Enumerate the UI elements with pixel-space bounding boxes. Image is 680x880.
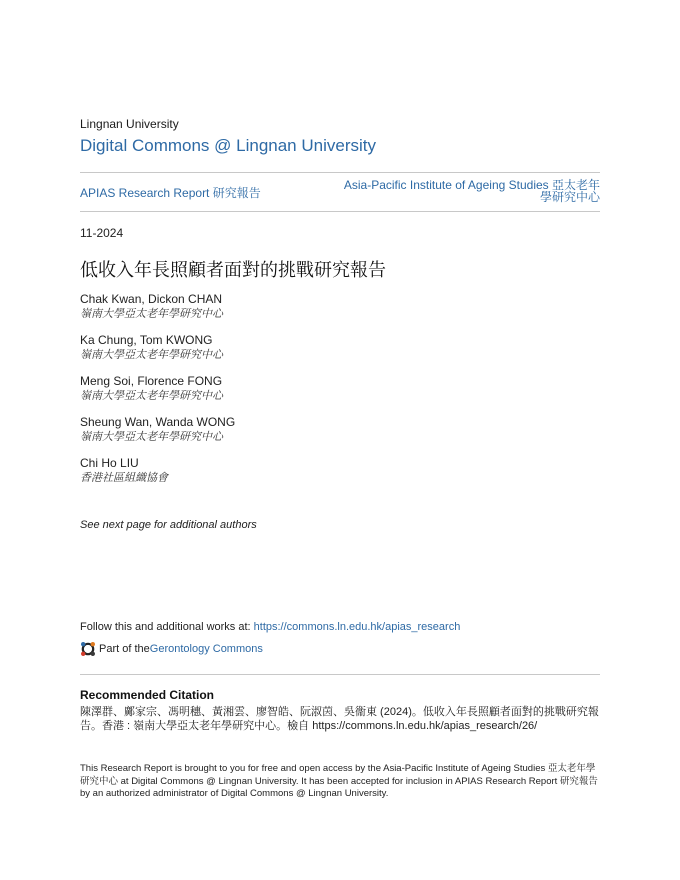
author-name: Ka Chung, Tom KWONG	[80, 333, 213, 347]
part-of-line	[80, 641, 263, 657]
institute-link[interactable]: Asia-Pacific Institute of Ageing Studies 亞太老年學研究中心	[343, 178, 600, 204]
author-entry	[80, 456, 600, 485]
publication-date: 11-2024	[80, 226, 124, 240]
author-affiliation: 嶺南大學亞太老年學研究中心	[80, 390, 223, 402]
access-notice: This Research Report is brought to you for free and open access by the Asia-Pacific Institute of Ageing Studies 亞太老年學研究中心 at Digital Commons @ Lingnan University. It has been accepted for inclusion in APIAS Research Report 研究報告 by an authorized administrator of Digital Commons @ Lingnan University.	[80, 763, 598, 799]
author-entry	[80, 374, 600, 403]
author-entry	[80, 292, 600, 321]
author-name: Meng Soi, Florence FONG	[80, 374, 223, 388]
citation-text: 陳澤群、鄺家宗、馮明穗、黃湘雲、廖智皓、阮淑茵、吳衞東 (2024)。低收入年長照顧者面對的挑戰研究報告。香港 : 嶺南大學亞太老年學研究中心。檢自 https://commons.ln.edu.hk/apias_research/26/	[80, 706, 599, 732]
repository-link[interactable]: Digital Commons @ Lingnan University	[80, 136, 376, 155]
university-name: Lingnan University	[80, 117, 179, 131]
author-name: Chak Kwan, Dickon CHAN	[80, 292, 223, 306]
part-of-label: Part of the	[99, 643, 150, 655]
collection-url-link[interactable]: https://commons.ln.edu.hk/apias_research	[253, 621, 461, 633]
author-name: Sheung Wan, Wanda WONG	[80, 415, 236, 429]
author-affiliation: 香港社區組織協會	[80, 472, 168, 484]
author-name: Chi Ho LIU	[80, 456, 139, 470]
author-affiliation: 嶺南大學亞太老年學研究中心	[80, 308, 223, 320]
author-entry	[80, 415, 600, 444]
recommended-citation-heading: Recommended Citation	[80, 688, 215, 702]
additional-authors-note: See next page for additional authors	[80, 519, 257, 531]
network-commons-icon	[80, 641, 96, 657]
citation-divider	[80, 674, 600, 675]
author-affiliation: 嶺南大學亞太老年學研究中心	[80, 349, 223, 361]
follow-line	[80, 621, 460, 633]
follow-label: Follow this and additional works at:	[80, 621, 254, 633]
author-list	[80, 292, 600, 497]
top-divider	[80, 172, 600, 173]
header-divider	[80, 211, 600, 212]
document-title: 低收入年長照顧者面對的挑戰研究報告	[80, 260, 386, 281]
series-link[interactable]: APIAS Research Report 研究報告	[80, 186, 261, 200]
author-affiliation: 嶺南大學亞太老年學研究中心	[80, 431, 223, 443]
gerontology-commons-link[interactable]: Gerontology Commons	[149, 643, 263, 655]
author-entry	[80, 333, 600, 362]
